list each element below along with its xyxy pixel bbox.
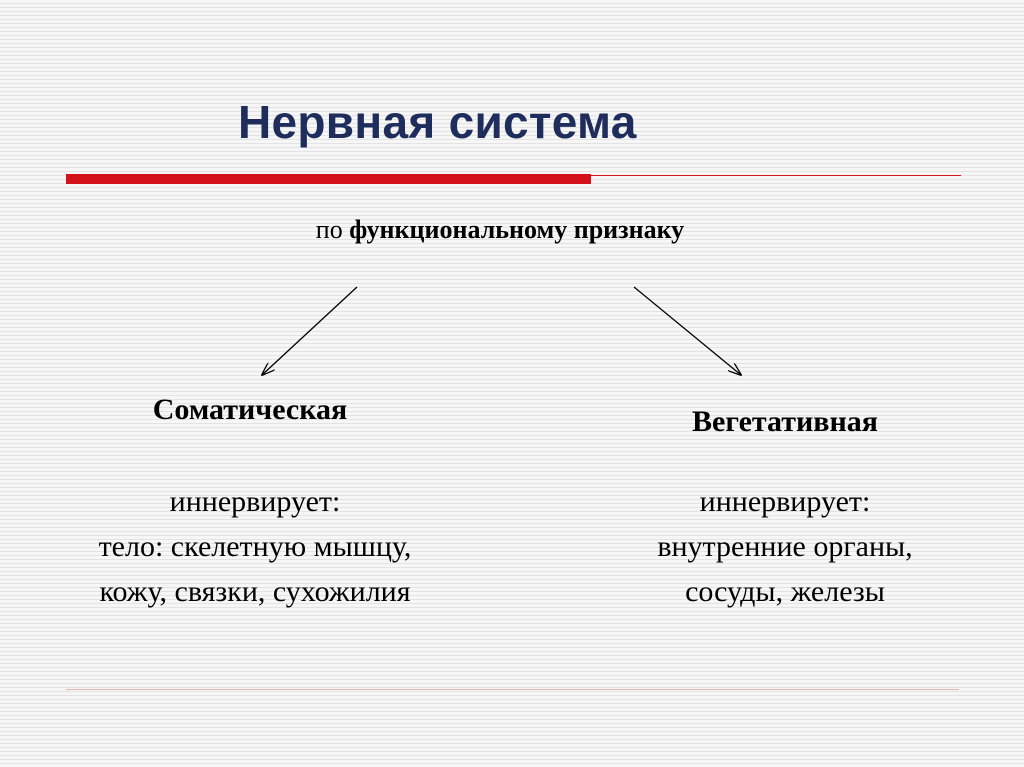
footer-divider [66,689,959,690]
arrow-to-vegetative [634,287,741,375]
subtitle-prefix: по [315,215,343,244]
vegetative-desc-line: внутренние органы, [657,530,913,563]
arrow-to-somatic [262,287,357,375]
vegetative-desc-line: иннервирует: [699,485,871,518]
vegetative-description [555,479,1015,614]
vegetative-desc-line: сосуды, железы [685,575,885,608]
somatic-title: Соматическая [152,393,348,426]
somatic-description [20,479,490,614]
slide-title: Нервная система [238,96,637,148]
subtitle-criterion: функциональному признаку [349,215,685,244]
vegetative-title: Вегетативная [692,405,878,438]
somatic-desc-line: тело: скелетную мышцу, [98,530,412,563]
somatic-desc-line: иннервирует: [169,485,341,518]
somatic-desc-line: кожу, связки, сухожилия [99,575,411,608]
